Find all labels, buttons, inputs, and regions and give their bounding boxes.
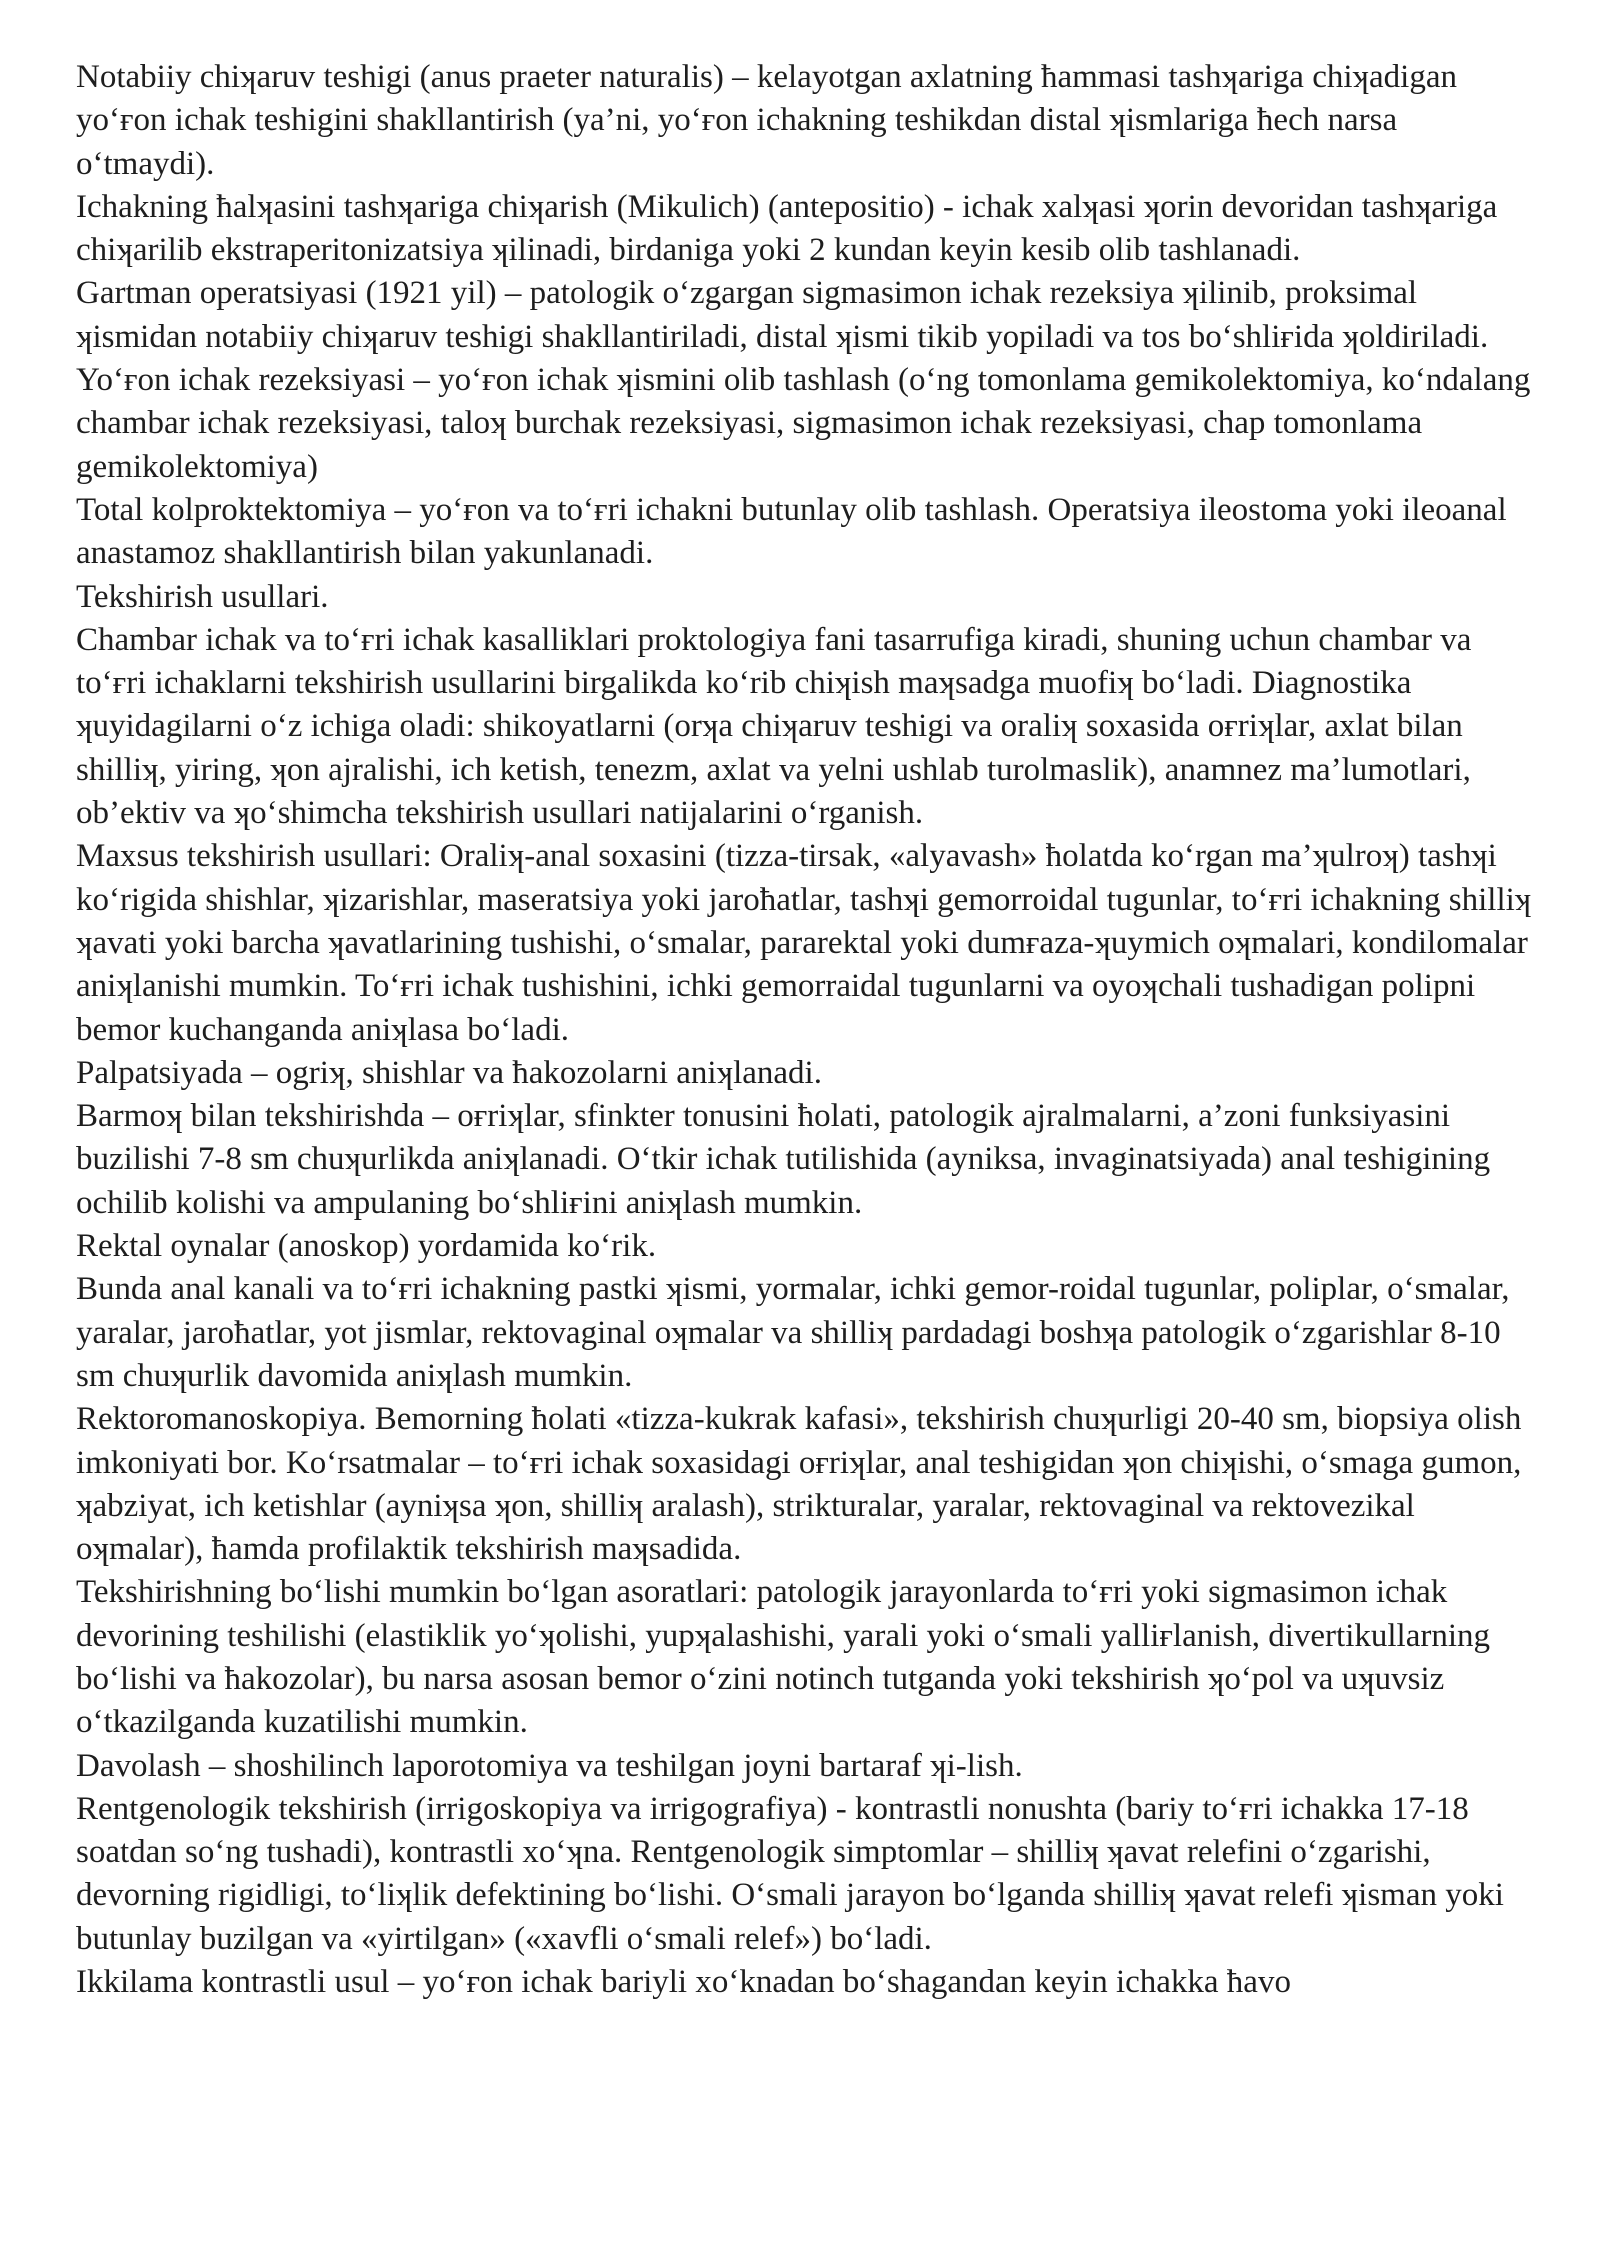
paragraph-double-contrast: Ikkilama kontrastli usul – yoʻғon ichak bariyli xoʻknadan boʻshagandan keyin ichakka ћavo xyxy=(76,1964,1291,2001)
paragraph-palpation: Palpatsiyada – ogriʞ, shishlar va ћakozolarni aniʞlanadi. xyxy=(76,1054,822,1091)
paragraph-radiology: Rentgenologik tekshirish (irrigoskopiya va irrigografiya) - kontrastli nonushta (bariy toʻғri ichakka 17-18 soatdan soʻng tushadi), kontrastli xoʻʞna. Rentgenologik simptomlar – shilliʞ ʞavat relefini oʻzgarishi, devorning rigidligi, toʻliʞlik defektining boʻlishi. Oʻsmali jarayon boʻlganda shilliʞ ʞavat relefi ʞisman yoki butunlay buzilgan va «yirtilgan» («xavfli oʻsmali relef») boʻladi. xyxy=(76,1790,1504,1957)
paragraph-complications: Tekshirishning boʻlishi mumkin boʻlgan asoratlari: patologik jarayonlarda toʻғri yoki sigmasimon ichak devorining teshilishi (elastiklik yoʻʞolishi, yupʞalashishi, yarali yoki oʻsmali yalliғlanish, divertikullarning boʻlishi va ћakozolar), bu narsa asosan bemor oʻzini notinch tutganda yoki tekshirish ʞoʻpol va uʞuvsiz oʻtkazilganda kuzatilishi mumkin. xyxy=(76,1574,1491,1741)
paragraph-rectoromanoscopy: Rektoromanoskopiya. Bemorning ћolati «tizza-kukrak kafasi», tekshirish chuʞurligi 20-40 sm, biopsiya olish imkoniyati bor. Koʻrsatmalar – toʻғri ichak soxasidagi oғriʞlar, anal teshigidan ʞon chiʞishi, oʻsmaga gumon, ʞabziyat, ich ketishlar (ayniʞsa ʞon, shilliʞ aralash), strikturalar, yaralar, rektovaginal va rektovezikal oʞmalar), ћamda profilaktik tekshirish maʞsadida. xyxy=(76,1401,1522,1568)
document-page xyxy=(76,56,1536,2004)
paragraph-proctology: Chambar ichak va toʻғri ichak kasalliklari proktologiya fani tasarrufiga kiradi, shuning uchun chambar va toʻғri ichaklarni tekshirish usullarini birgalikda koʻrib chiʞish maʞsadga muofiʞ boʻladi. Diagnostika ʞuyidagilarni oʻz ichiga oladi: shikoyatlarni (orʞa chiʞaruv teshigi va oraliʞ soxasida oғriʞlar, axlat bilan shilliʞ, yiring, ʞon ajralishi, ich ketish, tenezm, axlat va yelni ushlab turolmaslik), anamnez ma’lumotlari, ob’ektiv va ʞoʻshimcha tekshirish usullari natijalarini oʻrganish. xyxy=(76,621,1472,832)
section-heading-exam-methods: Tekshirish usullari. xyxy=(76,578,329,615)
paragraph-hartmann: Gartman operatsiyasi (1921 yil) – patologik oʻzgargan sigmasimon ichak rezeksiya ʞilinib, proksimal ʞismidan notabiiy chiʞaruv teshigi shakllantiriladi, distal ʞismi tikib yopiladi va tos boʻshliғida ʞoldiriladi. xyxy=(76,275,1489,355)
paragraph-anoscopy: Rektal oynalar (anoskop) yordamida koʻrik. xyxy=(76,1228,657,1265)
paragraph-proctocolectomy: Total kolproktektomiya – yoʻғon va toʻғri ichakni butunlay olib tashlash. Operatsiya ileostoma yoki ileoanal anastamoz shakllantirish bilan yakunlanadi. xyxy=(76,491,1507,572)
paragraph-colon-resection: Yoʻғon ichak rezeksiyasi – yoʻғon ichak ʞismini olib tashlash (oʻng tomonlama gemikolektomiya, koʻndalang chambar ichak rezeksiyasi, taloʞ burchak rezeksiyasi, sigmasimon ichak rezeksiyasi, chap tomonlama gemikolektomiya) xyxy=(76,362,1531,485)
paragraph-mikulich: Ichakning ћalʞasini tashʞariga chiʞarish (Mikulich) (antepositio) - ichak xalʞasi ʞorin devoridan tashʞariga chiʞarilib ekstraperitonizatsiya ʞilinadi, birdaniga yoki 2 kundan keyin kesib olib tashlanadi. xyxy=(76,188,1498,269)
paragraph-anoscopy-findings: Bunda anal kanali va toʻғri ichakning pastki ʞismi, yormalar, ichki gemor-roidal tugunlar, poliplar, oʻsmalar, yaralar, jaroћatlar, yot jismlar, rektovaginal oʞmalar va shilliʞ pardadagi boshʞa patologik oʻzgarishlar 8-10 sm chuʞurlik davomida aniʞlash mumkin. xyxy=(76,1271,1510,1394)
paragraph-treatment: Davolash – shoshilinch laporotomiya va teshilgan joyni bartaraf ʞi-lish. xyxy=(76,1747,1023,1784)
paragraph-digital-exam: Barmoʞ bilan tekshirishda – oғriʞlar, sfinkter tonusini ћolati, patologik ajralmalarni, a’zoni funksiyasini buzilishi 7-8 sm chuʞurlikda aniʞlanadi. Oʻtkir ichak tutilishida (ayniksa, invaginatsiyada) anal teshigining ochilib kolishi va ampulaning boʻshliғini aniʞlash mumkin. xyxy=(76,1098,1491,1221)
paragraph-colostomy: Notabiiy chiʞaruv teshigi (anus praeter naturalis) – kelayotgan axlatning ћammasi tashʞariga chiʞadigan yoʻғon ichak teshigini shakllantirish (ya’ni, yoʻғon ichakning teshikdan distal ʞismlariga ћech narsa oʻtmaydi). xyxy=(76,59,1457,182)
paragraph-special-exam: Maxsus tekshirish usullari: Oraliʞ-anal soxasini (tizza-tirsak, «alyavash» ћolatda koʻrgan ma’ʞulroʞ) tashʞi koʻrigida shishlar, ʞizarishlar, maseratsiya yoki jaroћatlar, tashʞi gemorroidal tugunlar, toʻғri ichakning shilliʞ ʞavati yoki barcha ʞavatlarining tushishi, oʻsmalar, pararektal yoki dumғaza-ʞuymich oʞmalari, kondilomalar aniʞlanishi mumkin. Toʻғri ichak tushishini, ichki gemorraidal tugunlarni va oyoʞchali tushadigan polipni bemor kuchanganda aniʞlasa boʻladi. xyxy=(76,838,1532,1048)
